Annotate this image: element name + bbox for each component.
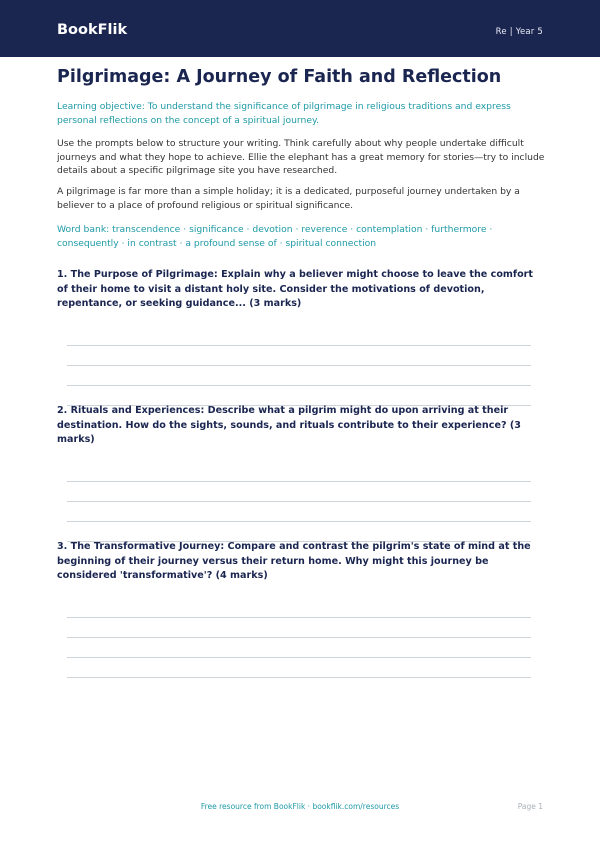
brand-logo-text: BookFlik <box>57 22 128 38</box>
answer-line[interactable] <box>67 345 531 346</box>
answer-line[interactable] <box>67 677 531 678</box>
answer-line[interactable] <box>67 521 531 522</box>
answer-line[interactable] <box>67 481 531 482</box>
footer-resource-link[interactable]: Free resource from BookFlik · bookflik.com/resources <box>200 802 400 811</box>
answer-line[interactable] <box>67 365 531 366</box>
page-header <box>0 0 600 57</box>
intro-paragraph: A pilgrimage is far more than a simple holiday; it is a dedicated, purposeful journey undertaken by a believer to a place of profound religious or spiritual significance. <box>57 186 520 211</box>
answer-line[interactable] <box>67 385 531 386</box>
instructions-paragraph: Use the prompts below to structure your writing. Think carefully about why people undertake difficult journeys and what they hope to achieve. Ellie the elephant has a great memory for stories—try to include details about a specific pilgrimage site you have researched. <box>57 138 545 176</box>
question-1: 1. The Purpose of Pilgrimage: Explain why a believer might choose to leave the comfort of their home to visit a distant holy site. Consider the motivations of devotion, repentance, or seeking guidance... (3 marks) <box>57 269 534 309</box>
worksheet-title: Pilgrimage: A Journey of Faith and Reflection <box>57 67 502 87</box>
answer-line[interactable] <box>67 657 531 658</box>
answer-line[interactable] <box>67 637 531 638</box>
page-number: Page 1 <box>517 802 543 811</box>
answer-line[interactable] <box>67 617 531 618</box>
question-2: 2. Rituals and Experiences: Describe what a pilgrim might do upon arriving at their destination. How do the sights, sounds, and rituals contribute to their experience? (3 marks) <box>57 405 521 445</box>
question-3: 3. The Transformative Journey: Compare and contrast the pilgrim's state of mind at the beginning of their journey versus their return home. Why might this journey be considered 'transformative'? (4 marks) <box>57 541 531 581</box>
answer-line[interactable] <box>67 501 531 502</box>
subject-year-label: Re | Year 5 <box>495 27 543 37</box>
learning-objective: Learning objective: To understand the significance of pilgrimage in religious traditions and express personal reflections on the concept of a spiritual journey. <box>57 101 511 126</box>
word-bank: Word bank: transcendence · significance · devotion · reverence · contemplation · furthermore · consequently · in contrast · a profound sense of · spiritual connection <box>57 224 493 249</box>
